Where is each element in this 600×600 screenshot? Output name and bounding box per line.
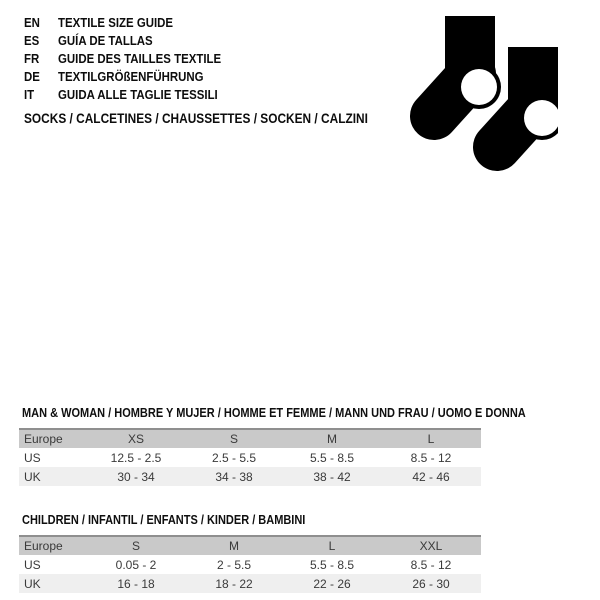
language-row [24, 86, 243, 104]
language-code: EN [24, 15, 40, 30]
table-row-us [19, 555, 481, 574]
language-row [24, 68, 243, 86]
row-label: UK [24, 576, 41, 591]
language-code: FR [24, 51, 40, 66]
table-header-row [19, 536, 481, 555]
language-list [24, 14, 243, 104]
size-section-children [19, 513, 481, 593]
size-cell: 2 - 5.5 [216, 557, 252, 572]
category-line-text: SOCKS / CALCETINES / CHAUSSETTES / SOCKEN / CALZINI [24, 111, 368, 126]
size-table-adults [19, 428, 481, 486]
table-title-children: CHILDREN / INFANTIL / ENFANTS / KINDER / BAMBINI [22, 513, 306, 527]
row-label: US [24, 557, 41, 572]
language-row [24, 14, 243, 32]
category-line [24, 109, 415, 129]
column-header-region: Europe [24, 432, 63, 446]
column-header-size: S [229, 432, 238, 446]
table-row-uk [19, 574, 481, 593]
column-header-region: Europe [24, 539, 63, 553]
language-label: GUIDE DES TAILLES TEXTILE [58, 51, 222, 66]
column-header-size: L [328, 539, 336, 553]
socks-icon [410, 16, 558, 174]
size-section-adults [19, 406, 526, 486]
size-cell: 0.05 - 2 [115, 557, 157, 572]
size-cell: 2.5 - 5.5 [211, 450, 257, 465]
column-header-size: XS [127, 432, 144, 446]
sock-heel-accent [461, 69, 497, 105]
sock-right [497, 47, 558, 147]
size-cell: 30 - 34 [117, 469, 155, 484]
size-cell: 16 - 18 [117, 576, 155, 591]
column-header-size: M [327, 432, 337, 446]
size-cell: 8.5 - 12 [410, 557, 452, 572]
language-label: TEXTILE SIZE GUIDE [58, 15, 174, 30]
size-cell: 38 - 42 [313, 469, 351, 484]
language-label: GUÍA DE TALLAS [58, 33, 153, 48]
language-code: ES [24, 33, 40, 48]
size-cell: 22 - 26 [313, 576, 351, 591]
row-label: US [24, 450, 41, 465]
size-cell: 26 - 30 [412, 576, 450, 591]
language-code: IT [24, 87, 35, 102]
language-code: DE [24, 69, 40, 84]
size-cell: 34 - 38 [215, 469, 253, 484]
size-cell: 5.5 - 8.5 [309, 450, 355, 465]
language-label: GUIDA ALLE TAGLIE TESSILI [58, 87, 218, 102]
table-row-uk [19, 467, 481, 486]
row-label: UK [24, 469, 41, 484]
column-header-size: M [229, 539, 239, 553]
size-cell: 5.5 - 8.5 [309, 557, 355, 572]
size-cell: 8.5 - 12 [410, 450, 452, 465]
column-header-size: XXL [419, 539, 443, 553]
sock-left [434, 16, 501, 116]
size-cell: 18 - 22 [215, 576, 253, 591]
language-row [24, 32, 243, 50]
size-cell: 12.5 - 2.5 [110, 450, 162, 465]
language-row [24, 50, 243, 68]
language-label: TEXTILGRÖßENFÜHRUNG [58, 69, 204, 84]
table-row-us [19, 448, 481, 467]
column-header-size: S [131, 539, 140, 553]
size-cell: 42 - 46 [412, 469, 450, 484]
column-header-size: L [427, 432, 435, 446]
size-table-children [19, 535, 481, 593]
table-header-row [19, 429, 481, 448]
table-title-adults: MAN & WOMAN / HOMBRE Y MUJER / HOMME ET FEMME / MANN UND FRAU / UOMO E DONNA [22, 406, 526, 420]
